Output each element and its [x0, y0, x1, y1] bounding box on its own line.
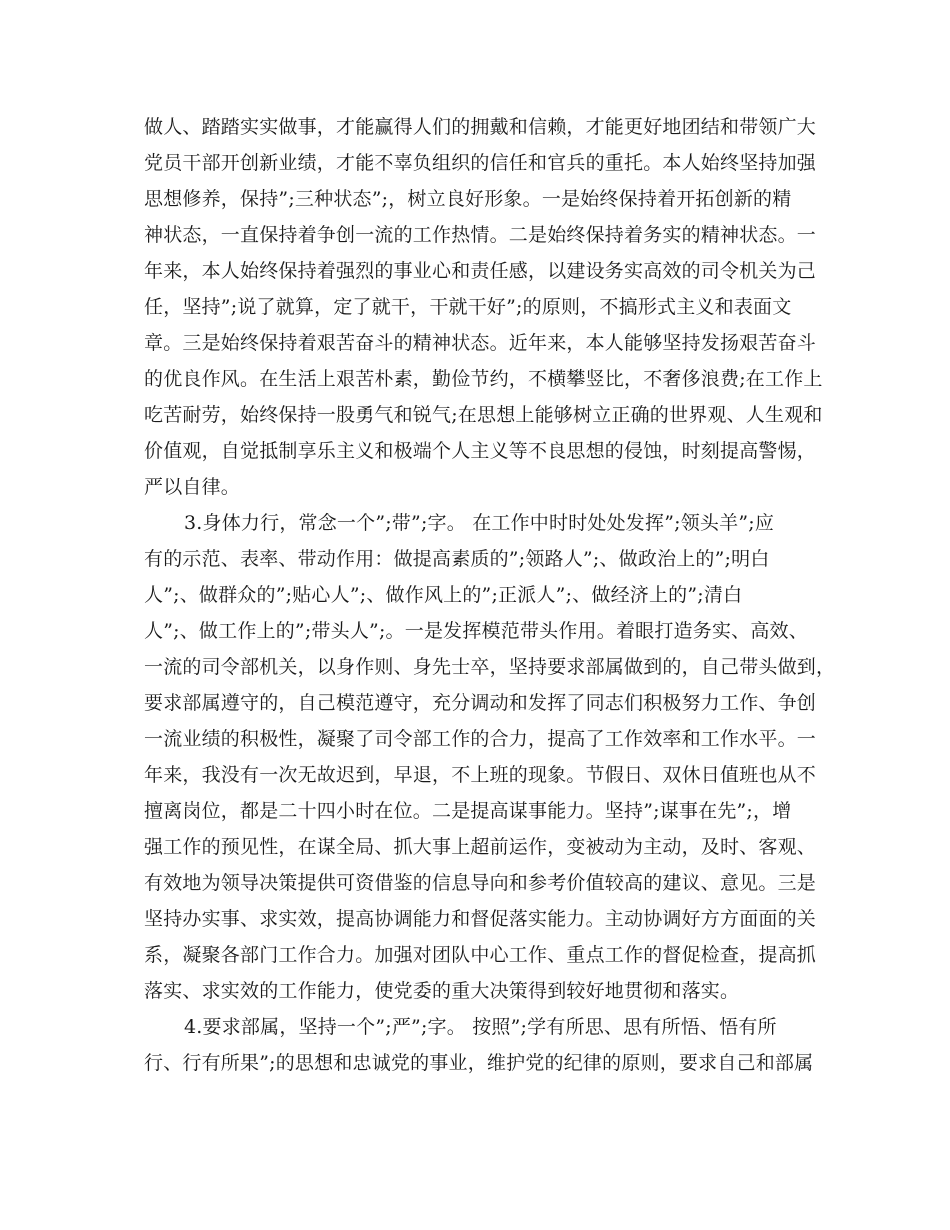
text-line: 年来，我没有一次无故迟到，早退，不上班的现象。节假日、双休日值班也从不: [144, 764, 817, 786]
text-line: 落实、求实效的工作能力，使党委的重大决策得到较好地贯彻和落实。: [144, 980, 740, 1002]
text-line: 严以自律。: [144, 476, 241, 498]
text-line: 吃苦耐劳，始终保持一股勇气和锐气;在思想上能够树立正确的世界观、人生观和: [144, 404, 823, 426]
paragraph-1: [144, 109, 844, 505]
text-line: 人”;、做工作上的”;带头人”;。一是发挥模范带头作用。着眼打造务实、高效、: [144, 620, 808, 642]
paragraph-3: [144, 1009, 844, 1081]
text-line: 一流的司令部机关，以身作则、身先士卒，坚持要求部属做到的，自己带头做到，: [144, 656, 836, 678]
text-line: 价值观，自觉抵制享乐主义和极端个人主义等不良思想的侵蚀，时刻提高警惕，: [144, 440, 817, 462]
text-line: 人”;、做群众的”;贴心人”;、做作风上的”;正派人”;、做经济上的”;清白: [144, 584, 743, 606]
text-line: 年来，本人始终保持着强烈的事业心和责任感，以建设务实高效的司令机关为己: [144, 260, 817, 282]
text-line: 3.身体力行，常念一个”;带”;字。 在工作中时时处处发挥”;领头羊”;应: [184, 512, 775, 534]
paragraph-2: [144, 505, 844, 1009]
text-line: 坚持办实事、求实效，提高协调能力和督促落实能力。主动协调好方方面面的关: [144, 908, 817, 930]
text-line: 有的示范、表率、带动作用：做提高素质的”;领路人”;、做政治上的”;明白: [144, 548, 770, 570]
text-line: 行、行有所果”;的思想和忠诚党的事业，维护党的纪律的原则，要求自己和部属: [144, 1052, 814, 1074]
text-line: 一流业绩的积极性，凝聚了司令部工作的合力，提高了工作效率和工作水平。一: [144, 728, 817, 750]
text-line: 要求部属遵守的，自己模范遵守，充分调动和发挥了同志们积极努力工作、争创: [144, 692, 817, 714]
text-line: 思想修养，保持”;三种状态”;，树立良好形象。一是始终保持着开拓创新的精: [144, 188, 792, 210]
text-line: 党员干部开创新业绩，才能不辜负组织的信任和官兵的重托。本人始终坚持加强: [144, 152, 817, 174]
text-line: 任，坚持”;说了就算，定了就干，干就干好”;的原则，不搞形式主义和表面文: [144, 296, 792, 318]
text-line: 章。三是始终保持着艰苦奋斗的精神状态。近年来，本人能够坚持发扬艰苦奋斗: [144, 332, 817, 354]
text-line: 4.要求部属，坚持一个”;严”;字。 按照”;学有所思、思有所悟、悟有所: [184, 1016, 777, 1038]
text-line: 的优良作风。在生活上艰苦朴素，勤俭节约，不横攀竖比，不奢侈浪费;在工作上: [144, 368, 823, 390]
text-line: 系，凝聚各部门工作合力。加强对团队中心工作、重点工作的督促检查，提高抓: [144, 944, 817, 966]
text-line: 神状态，一直保持着争创一流的工作热情。二是始终保持着务实的精神状态。一: [144, 224, 817, 246]
text-line: 强工作的预见性，在谋全局、抓大事上超前运作，变被动为主动，及时、客观、: [144, 836, 817, 858]
text-line: 擅离岗位，都是二十四小时在位。二是提高谋事能力。坚持”;谋事在先”;，增: [144, 800, 792, 822]
text-line: 有效地为领导决策提供可资借鉴的信息导向和参考价值较高的建议、意见。三是: [144, 872, 817, 894]
text-line: 做人、踏踏实实做事，才能赢得人们的拥戴和信赖，才能更好地团结和带领广大: [144, 116, 817, 138]
